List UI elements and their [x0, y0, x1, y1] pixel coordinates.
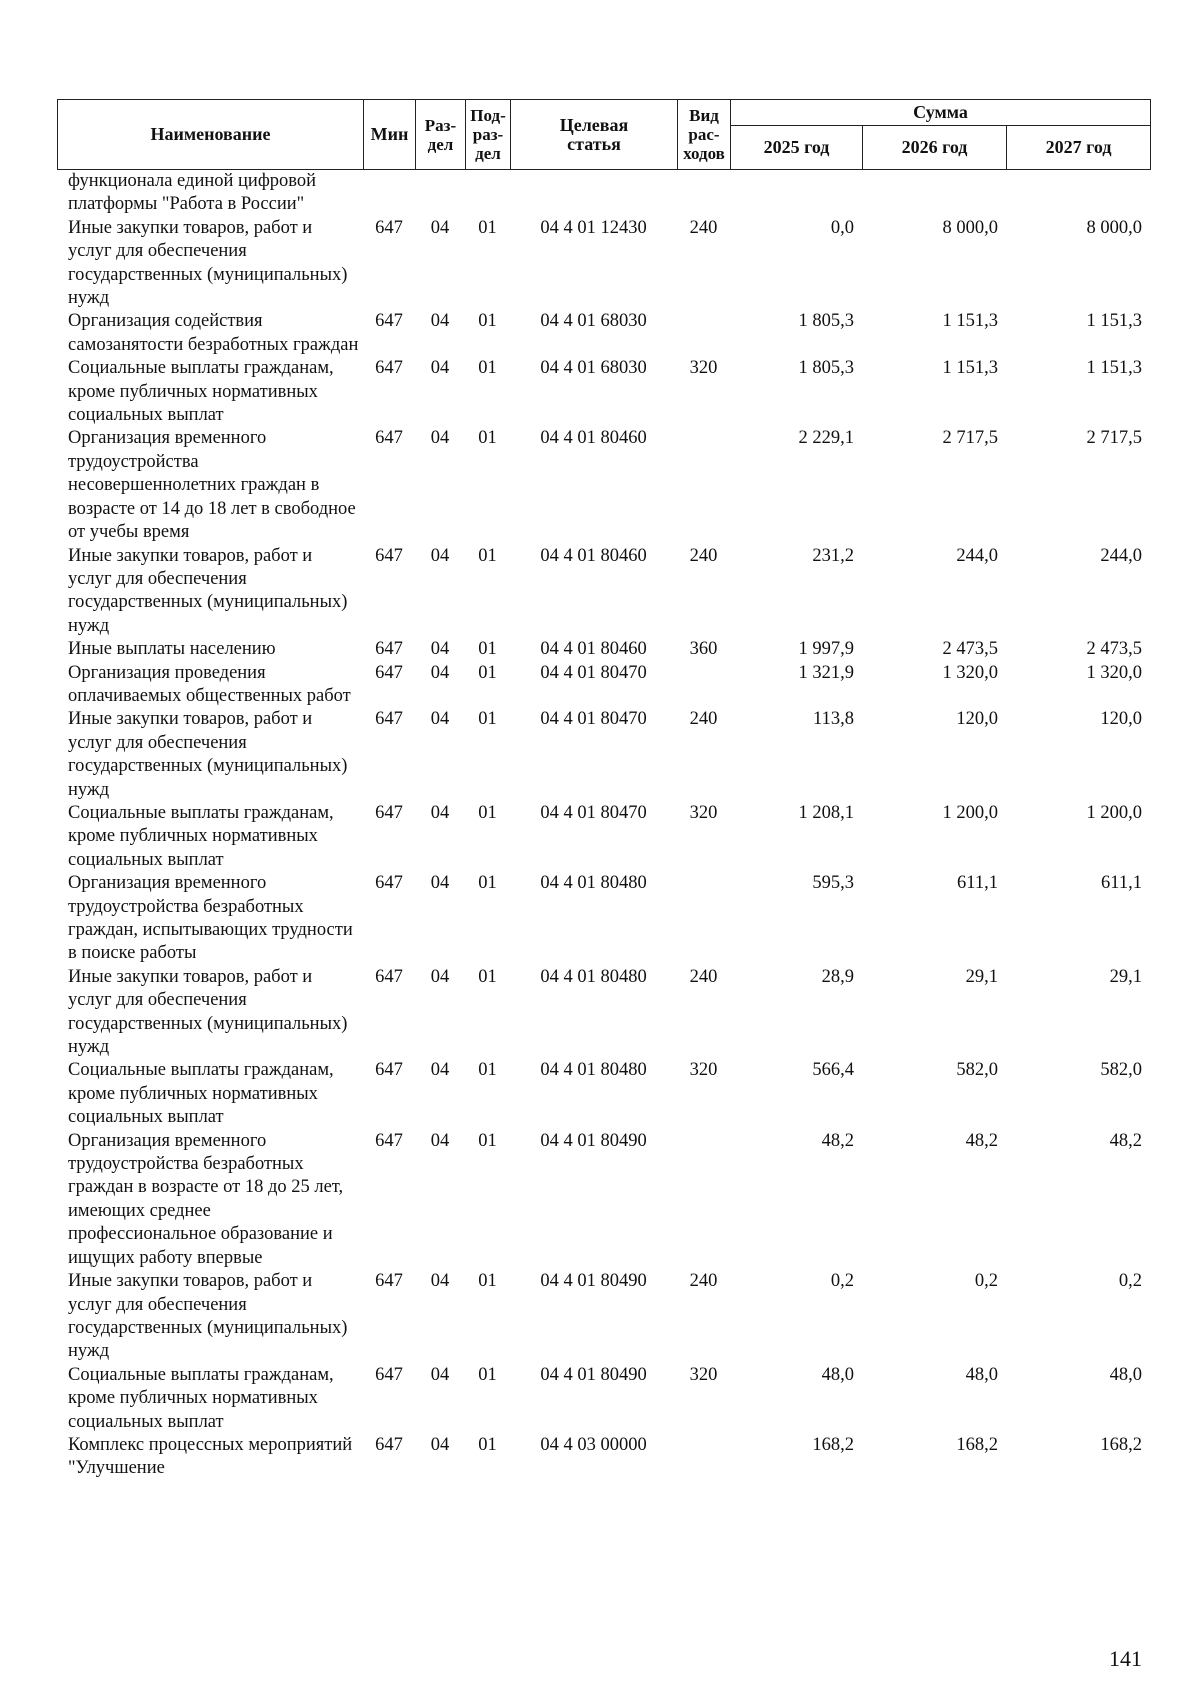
cell-razdel: 04: [430, 1130, 450, 1151]
header-year-2026: 2026 год: [863, 126, 1007, 170]
cell-name: Организация временного трудоустройства несовершеннолетних граждан в возрасте от 14 до 18 лет в свободное от учебы время: [68, 428, 356, 543]
cell-name: Иные закупки товаров, работ и услуг для обеспечения государственных (муниципальных) нужд: [68, 217, 348, 309]
cell-name: Иные закупки товаров, работ и услуг для обеспечения государственных (муниципальных) нужд: [68, 545, 348, 636]
cell-target: 04 4 01 80490: [540, 1271, 647, 1292]
cell-podrazdel: 01: [478, 639, 497, 660]
cell-podrazdel: 01: [478, 358, 497, 379]
cell-razdel: 04: [430, 1364, 450, 1385]
table-row: [57, 1434, 1150, 1481]
cell-min: 647: [375, 217, 403, 238]
table-row: [57, 966, 1150, 1060]
table-row: [57, 802, 1150, 872]
cell-min: 647: [375, 1271, 403, 1292]
cell-2027: 29,1: [1109, 966, 1142, 987]
cell-2025: 1 805,3: [798, 311, 854, 332]
cell-name: Социальные выплаты гражданам, кроме публичных нормативных социальных выплат: [68, 1364, 334, 1432]
cell-vid: 240: [689, 217, 718, 238]
cell-razdel: 04: [430, 873, 450, 894]
cell-2026: 611,1: [957, 873, 998, 894]
cell-podrazdel: 01: [478, 662, 497, 683]
cell-vid: [677, 1130, 730, 1270]
cell-podrazdel: 01: [478, 1434, 497, 1455]
cell-target: 04 4 01 80490: [540, 1364, 647, 1385]
cell-razdel: 04: [430, 639, 450, 660]
cell-name: Иные закупки товаров, работ и услуг для обеспечения государственных (муниципальных) нужд: [68, 709, 348, 800]
cell-min: 647: [375, 662, 403, 683]
cell-min: [363, 170, 415, 217]
cell-name: Организация временного трудоустройства безработных граждан в возрасте от 18 до 25 лет, имеющих среднее профессиональное образование и ищущих работу впервые: [68, 1130, 344, 1268]
cell-podrazdel: 01: [478, 217, 497, 238]
header-target-line1: Целевая: [559, 114, 629, 135]
cell-vid: 320: [689, 802, 718, 823]
cell-2027: 48,0: [1109, 1364, 1142, 1385]
cell-razdel: 04: [430, 1434, 450, 1455]
header-podrazdel: [466, 100, 511, 170]
table-row: [57, 545, 1150, 639]
cell-vid: 320: [689, 358, 718, 379]
cell-vid: 320: [689, 1364, 718, 1385]
header-year-2025: 2025 год: [731, 126, 863, 170]
cell-razdel: [415, 170, 465, 217]
cell-2025: 595,3: [812, 873, 854, 894]
cell-2026: 120,0: [956, 709, 998, 730]
cell-name: Социальные выплаты гражданам, кроме публичных нормативных социальных выплат: [68, 1060, 334, 1128]
cell-name: Социальные выплаты гражданам, кроме публичных нормативных социальных выплат: [68, 802, 334, 870]
cell-razdel: 04: [430, 1271, 450, 1292]
cell-2027: 2 473,5: [1086, 639, 1142, 660]
cell-2027: 0,2: [1118, 1271, 1142, 1292]
table-row: [57, 170, 1150, 217]
cell-razdel: 04: [430, 1060, 450, 1081]
cell-2026: 0,2: [974, 1271, 998, 1292]
table-row: [57, 1059, 1150, 1129]
cell-razdel: 04: [430, 545, 450, 566]
table-row: [57, 638, 1150, 661]
cell-podrazdel: [465, 170, 510, 217]
cell-2027: 1 151,3: [1086, 358, 1142, 379]
table-row: [57, 1364, 1150, 1434]
table-row: [57, 427, 1150, 544]
table-row: [57, 310, 1150, 357]
cell-name: Организация содействия самозанятости безработных граждан: [68, 311, 359, 355]
cell-podrazdel: 01: [478, 1364, 497, 1385]
cell-2027: 168,2: [1100, 1434, 1142, 1455]
header-vid: [678, 100, 731, 170]
cell-2026: 582,0: [956, 1060, 998, 1081]
cell-min: 647: [375, 358, 403, 379]
header-razdel-line1: Раз-: [424, 115, 457, 135]
cell-2025: 28,9: [821, 966, 854, 987]
cell-vid: [677, 170, 730, 217]
header-podrazdel-line3: дел: [475, 144, 501, 163]
cell-2027: 120,0: [1100, 709, 1142, 730]
cell-name: Иные закупки товаров, работ и услуг для обеспечения государственных (муниципальных) нужд: [68, 1271, 348, 1362]
table-row: [57, 1130, 1150, 1270]
cell-target: 04 4 01 80470: [540, 709, 647, 730]
cell-min: 647: [375, 639, 403, 660]
cell-2026: 8 000,0: [942, 217, 998, 238]
cell-2025: 1 321,9: [798, 662, 854, 683]
cell-min: 647: [375, 709, 403, 730]
cell-target: 04 4 01 80460: [540, 545, 647, 566]
cell-2026: 2 473,5: [942, 639, 998, 660]
cell-2027: 8 000,0: [1086, 217, 1142, 238]
cell-2025: 1 805,3: [798, 358, 854, 379]
table-row: [57, 1270, 1150, 1364]
cell-2025: 168,2: [812, 1434, 854, 1455]
cell-2027: 244,0: [1100, 545, 1142, 566]
cell-podrazdel: 01: [478, 966, 497, 987]
cell-razdel: 04: [430, 966, 450, 987]
cell-vid: 320: [689, 1060, 718, 1081]
cell-name: функционала единой цифровой платформы "Работа в России": [68, 171, 317, 215]
cell-2026: 48,2: [965, 1130, 998, 1151]
header-vid-line2: рас-: [688, 125, 720, 144]
cell-razdel: 04: [430, 311, 450, 332]
cell-2027: [1006, 170, 1150, 217]
cell-vid: [677, 1434, 730, 1481]
cell-2025: 113,8: [813, 709, 854, 730]
cell-podrazdel: 01: [478, 1060, 497, 1081]
cell-min: 647: [375, 311, 403, 332]
cell-podrazdel: 01: [478, 1130, 497, 1151]
cell-min: 647: [375, 966, 403, 987]
cell-razdel: 04: [430, 217, 450, 238]
header-razdel-line2: дел: [427, 134, 454, 154]
cell-vid: 240: [689, 545, 718, 566]
table-row: [57, 662, 1150, 709]
table-body: [57, 170, 1150, 1481]
header-target-line2: статья: [567, 133, 621, 154]
cell-2025: 1 997,9: [798, 639, 854, 660]
cell-name: Организация временного трудоустройства безработных граждан, испытывающих трудности в поиске работы: [68, 873, 353, 964]
cell-2027: 1 200,0: [1086, 802, 1142, 823]
cell-target: 04 4 01 80460: [540, 428, 647, 449]
cell-min: 647: [375, 1130, 403, 1151]
cell-2026: 1 151,3: [942, 358, 998, 379]
cell-vid: [677, 662, 730, 709]
header-razdel: [416, 100, 466, 170]
cell-2027: 611,1: [1101, 873, 1142, 894]
table-row: [57, 357, 1150, 427]
header-sum: Сумма: [731, 100, 1151, 126]
cell-name: Иные выплаты населению: [68, 639, 276, 660]
header-vid-line1: Вид: [689, 106, 719, 125]
cell-razdel: 04: [430, 709, 450, 730]
cell-min: 647: [375, 1060, 403, 1081]
cell-2026: 2 717,5: [942, 428, 998, 449]
cell-razdel: 04: [430, 802, 450, 823]
cell-vid: 240: [689, 1271, 718, 1292]
header-name: Наименование: [58, 100, 364, 170]
cell-target: 04 4 01 80480: [540, 1060, 647, 1081]
cell-2025: 231,2: [812, 545, 854, 566]
cell-2026: 1 320,0: [942, 662, 998, 683]
cell-2026: 29,1: [965, 966, 998, 987]
cell-name: Комплекс процессных мероприятий "Улучшение: [68, 1434, 353, 1479]
cell-vid: [677, 872, 730, 966]
cell-2027: 1 151,3: [1086, 311, 1142, 332]
cell-vid: 240: [689, 709, 718, 730]
cell-min: 647: [375, 545, 403, 566]
cell-2027: 1 320,0: [1086, 662, 1142, 683]
header-podrazdel-line2: раз-: [472, 125, 504, 144]
cell-podrazdel: 01: [478, 1271, 497, 1292]
cell-2025: 2 229,1: [798, 428, 854, 449]
cell-razdel: 04: [430, 428, 450, 449]
cell-2025: 566,4: [812, 1060, 854, 1081]
table-row: [57, 708, 1150, 802]
cell-2025: [730, 170, 862, 217]
cell-target: 04 4 01 80470: [540, 662, 647, 683]
cell-2025: 1 208,1: [798, 802, 854, 823]
cell-target: [510, 170, 677, 217]
cell-2026: [862, 170, 1006, 217]
header-year-2027: 2027 год: [1007, 126, 1151, 170]
cell-target: 04 4 01 80470: [540, 802, 647, 823]
cell-2025: 0,2: [830, 1271, 854, 1292]
header-target: [511, 100, 678, 170]
cell-target: 04 4 01 80490: [540, 1130, 647, 1151]
header-podrazdel-line1: Под-: [470, 106, 506, 125]
cell-min: 647: [375, 873, 403, 894]
cell-min: 647: [375, 1434, 403, 1455]
cell-2026: 1 200,0: [942, 802, 998, 823]
cell-target: 04 4 01 68030: [540, 311, 647, 332]
cell-2026: 244,0: [956, 545, 998, 566]
header-vid-line3: ходов: [683, 144, 725, 163]
cell-vid: [677, 310, 730, 357]
cell-vid: 240: [689, 966, 718, 987]
cell-2026: 48,0: [965, 1364, 998, 1385]
cell-target: 04 4 01 68030: [540, 358, 647, 379]
cell-name: Организация проведения оплачиваемых общественных работ: [68, 662, 351, 706]
cell-razdel: 04: [430, 662, 450, 683]
cell-min: 647: [375, 428, 403, 449]
table-row: [57, 217, 1150, 311]
cell-podrazdel: 01: [478, 428, 497, 449]
cell-podrazdel: 01: [478, 802, 497, 823]
cell-2026: 1 151,3: [942, 311, 998, 332]
cell-vid: [677, 427, 730, 544]
cell-min: 647: [375, 802, 403, 823]
cell-2025: 48,2: [821, 1130, 854, 1151]
cell-podrazdel: 01: [478, 545, 497, 566]
cell-2025: 48,0: [821, 1364, 854, 1385]
cell-podrazdel: 01: [478, 311, 497, 332]
cell-2027: 582,0: [1100, 1060, 1142, 1081]
cell-vid: 360: [689, 639, 718, 660]
cell-2026: 168,2: [956, 1434, 998, 1455]
cell-target: 04 4 01 12430: [540, 217, 647, 238]
cell-target: 04 4 01 80480: [540, 873, 647, 894]
cell-2027: 2 717,5: [1086, 428, 1142, 449]
cell-target: 04 4 01 80460: [540, 639, 647, 660]
cell-2027: 48,2: [1109, 1130, 1142, 1151]
table-header: [57, 99, 1151, 170]
cell-name: Социальные выплаты гражданам, кроме публичных нормативных социальных выплат: [68, 358, 334, 426]
cell-target: 04 4 01 80480: [540, 966, 647, 987]
page-number: 141: [1109, 1646, 1142, 1671]
table-row: [57, 872, 1150, 966]
cell-podrazdel: 01: [478, 709, 497, 730]
cell-name: Иные закупки товаров, работ и услуг для обеспечения государственных (муниципальных) нужд: [68, 966, 348, 1058]
cell-2025: 0,0: [830, 217, 854, 238]
header-min: Мин: [364, 100, 416, 170]
cell-razdel: 04: [430, 358, 450, 379]
cell-target: 04 4 03 00000: [540, 1434, 647, 1455]
cell-podrazdel: 01: [478, 873, 497, 894]
cell-min: 647: [375, 1364, 403, 1385]
